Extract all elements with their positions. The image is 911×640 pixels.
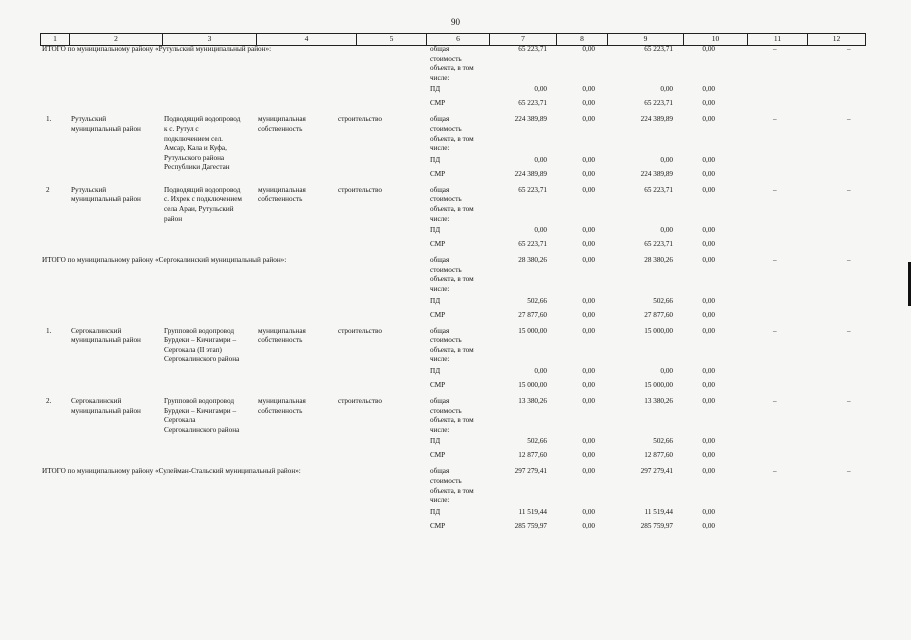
value-col7: 297 279,41	[514, 467, 547, 476]
cost-type: СМР	[430, 451, 446, 460]
district-name: Рутульский	[71, 185, 107, 194]
value-col8: 0,00	[582, 397, 595, 405]
cost-type: ПД	[430, 85, 441, 94]
value-col10: 0,00	[702, 155, 715, 164]
value-col9: 13 380,26	[644, 397, 673, 405]
header-cell-1: 1	[41, 34, 70, 45]
total-label: ИТОГО по муниципальному району «Рутульский муниципальный район»:	[42, 45, 272, 53]
value-col8: 0,00	[582, 326, 595, 335]
value-col7: 65 223,71	[518, 45, 547, 53]
value-col12: –	[847, 397, 851, 405]
value-col9: 502,66	[653, 296, 673, 305]
cost-type: стоимость	[430, 54, 462, 63]
cost-type: числе:	[430, 285, 450, 293]
page-number: 90	[451, 17, 460, 27]
value-col10: 0,00	[702, 437, 715, 446]
value-col12: –	[847, 115, 851, 124]
value-col8: 0,00	[582, 507, 595, 516]
district-name: Рутульский	[71, 115, 107, 124]
cost-type: числе:	[430, 496, 450, 505]
value-col9: 224 389,89	[640, 169, 673, 178]
value-col8: 0,00	[582, 256, 595, 265]
ownership: собственность	[258, 125, 303, 133]
value-col10: 0,00	[702, 451, 715, 460]
object-name: Подводящий водопровод	[164, 185, 241, 194]
cost-type: стоимость	[430, 477, 462, 485]
header-cell-7: 7	[490, 34, 557, 45]
cost-type: числе:	[430, 425, 450, 434]
district-name: Сергокалинский	[71, 326, 122, 335]
value-col8: 0,00	[582, 185, 595, 194]
value-col11: –	[773, 326, 777, 335]
value-col12: –	[847, 185, 851, 194]
value-col10: 0,00	[702, 296, 715, 305]
ownership: муниципальная	[258, 115, 306, 124]
value-col8: 0,00	[582, 310, 595, 319]
value-col7: 65 223,71	[518, 185, 547, 194]
value-col8: 0,00	[582, 521, 595, 530]
value-col10: 0,00	[702, 85, 715, 94]
value-col9: 65 223,71	[644, 185, 673, 194]
value-col12: –	[847, 256, 851, 265]
value-col8: 0,00	[582, 367, 595, 375]
cost-type: объекта, в том	[430, 64, 474, 73]
object-name: Бурдеки – Кичигамри –	[164, 406, 237, 415]
value-col10: 0,00	[702, 169, 715, 178]
value-col10: 0,00	[702, 240, 715, 249]
cost-type: СМР	[430, 99, 446, 108]
cost-type: стоимость	[430, 125, 462, 133]
value-col11: –	[773, 467, 777, 476]
value-col9: 0,00	[660, 155, 673, 164]
value-col9: 65 223,71	[644, 240, 673, 249]
value-col7: 28 380,26	[518, 256, 547, 265]
value-col8: 0,00	[582, 169, 595, 178]
value-col7: 502,66	[527, 296, 547, 305]
header-cell-4: 4	[257, 34, 357, 45]
value-col7: 11 519,44	[518, 507, 547, 516]
value-col9: 0,00	[660, 226, 673, 235]
object-name: Амсар, Кала и Куфа,	[164, 144, 227, 153]
object-name: Сергокалинского района	[164, 425, 240, 434]
cost-type: СМР	[430, 240, 446, 249]
cost-type: общая	[430, 467, 450, 476]
value-col7: 224 389,89	[514, 115, 547, 124]
cost-type: стоимость	[430, 406, 462, 415]
work-type: строительство	[338, 397, 382, 405]
total-label: ИТОГО по муниципальному району «Сергокалинский муниципальный район»:	[42, 256, 287, 265]
value-col10: 0,00	[702, 115, 715, 124]
value-col10: 0,00	[702, 45, 715, 53]
work-type: строительство	[338, 115, 382, 124]
value-col7: 13 380,26	[518, 397, 547, 405]
cost-type: объекта, в том	[430, 134, 474, 143]
object-name: Сергокала (II этап)	[164, 345, 222, 354]
ownership: собственность	[258, 336, 303, 345]
value-col8: 0,00	[582, 437, 595, 446]
value-col8: 0,00	[582, 85, 595, 94]
value-col10: 0,00	[702, 310, 715, 319]
value-col9: 0,00	[660, 367, 673, 375]
value-col7: 224 389,89	[514, 169, 547, 178]
value-col10: 0,00	[702, 367, 715, 375]
cost-type: ПД	[430, 226, 441, 235]
object-name: Подводящий водопровод	[164, 115, 241, 124]
cost-type: числе:	[430, 144, 450, 153]
value-col12: –	[847, 45, 851, 53]
value-col9: 0,00	[660, 85, 673, 94]
row-number: 1.	[46, 326, 52, 335]
object-name: район	[164, 214, 183, 223]
district-name: муниципальный район	[71, 195, 141, 204]
value-col8: 0,00	[582, 240, 595, 249]
value-col10: 0,00	[702, 467, 715, 476]
cost-type: стоимость	[430, 195, 462, 204]
row-number: 2.	[46, 397, 52, 405]
object-name: Сергокалинского района	[164, 355, 240, 364]
cost-type: ПД	[430, 507, 441, 516]
district-name: муниципальный район	[71, 336, 141, 345]
header-cell-12: 12	[808, 34, 866, 45]
value-col8: 0,00	[582, 226, 595, 235]
cost-type: ПД	[430, 437, 441, 446]
cost-type: общая	[430, 45, 450, 53]
value-col11: –	[773, 397, 777, 405]
value-col7: 15 000,00	[518, 381, 547, 389]
value-col10: 0,00	[702, 99, 715, 108]
value-col9: 65 223,71	[644, 99, 673, 108]
value-col8: 0,00	[582, 451, 595, 460]
object-name: к с. Рутул с	[164, 125, 199, 133]
header-cell-9: 9	[608, 34, 684, 45]
ownership: собственность	[258, 195, 303, 204]
value-col11: –	[773, 185, 777, 194]
cost-type: общая	[430, 115, 450, 124]
header-cell-8: 8	[557, 34, 608, 45]
value-col7: 0,00	[534, 367, 547, 375]
value-col8: 0,00	[582, 381, 595, 389]
cost-type: общая	[430, 397, 450, 405]
value-col7: 502,66	[527, 437, 547, 446]
ownership: муниципальная	[258, 326, 306, 335]
value-col9: 285 759,97	[640, 521, 673, 530]
value-col9: 15 000,00	[644, 381, 673, 389]
cost-type: общая	[430, 256, 450, 265]
cost-type: числе:	[430, 73, 450, 82]
cost-type: ПД	[430, 155, 441, 164]
district-name: муниципальный район	[71, 406, 141, 415]
row-number: 2	[46, 185, 50, 194]
value-col10: 0,00	[702, 226, 715, 235]
cost-type: общая	[430, 185, 450, 194]
value-col7: 285 759,97	[514, 521, 547, 530]
header-cell-3: 3	[163, 34, 257, 45]
cost-type: СМР	[430, 521, 446, 530]
value-col7: 12 877,60	[518, 451, 547, 460]
object-name: Рутульского района	[164, 153, 225, 162]
cost-type: СМР	[430, 381, 446, 389]
value-col8: 0,00	[582, 155, 595, 164]
header-cell-2: 2	[70, 34, 163, 45]
object-name: подключением сел.	[164, 134, 223, 143]
value-col12: –	[847, 326, 851, 335]
value-col8: 0,00	[582, 115, 595, 124]
object-name: Бурдеки – Кичигамри –	[164, 336, 237, 345]
header-cell-11: 11	[748, 34, 808, 45]
object-name: села Араи, Рутульский	[164, 205, 234, 213]
ownership: муниципальная	[258, 397, 306, 405]
value-col9: 224 389,89	[640, 115, 673, 124]
cost-type: объекта, в том	[430, 345, 474, 354]
value-col8: 0,00	[582, 467, 595, 476]
row-number: 1.	[46, 115, 52, 124]
value-col7: 65 223,71	[518, 240, 547, 249]
ownership: муниципальная	[258, 185, 306, 194]
value-col9: 297 279,41	[640, 467, 673, 476]
header-cell-5: 5	[357, 34, 427, 45]
cost-type: объекта, в том	[430, 486, 474, 495]
value-col7: 15 000,00	[518, 326, 547, 335]
value-col7: 0,00	[534, 226, 547, 235]
value-col11: –	[773, 45, 777, 53]
value-col9: 12 877,60	[644, 451, 673, 460]
object-name: Групповой водопровод	[164, 326, 235, 335]
total-label: ИТОГО по муниципальному району «Сулейман-Стальский муниципальный район»:	[42, 467, 301, 476]
value-col10: 0,00	[702, 521, 715, 530]
value-col7: 65 223,71	[518, 99, 547, 108]
cost-type: ПД	[430, 296, 441, 305]
object-name: Республики Дагестан	[164, 163, 230, 172]
district-name: муниципальный район	[71, 125, 141, 133]
value-col9: 27 877,60	[644, 310, 673, 319]
value-col8: 0,00	[582, 296, 595, 305]
cost-type: ПД	[430, 367, 441, 375]
value-col9: 28 380,26	[644, 256, 673, 265]
work-type: строительство	[338, 326, 382, 335]
value-col10: 0,00	[702, 326, 715, 335]
value-col10: 0,00	[702, 507, 715, 516]
header-cell-6: 6	[427, 34, 490, 45]
object-name: Групповой водопровод	[164, 397, 235, 405]
cost-type: стоимость	[430, 265, 462, 274]
cost-type: СМР	[430, 310, 446, 319]
value-col9: 502,66	[653, 437, 673, 446]
cost-type: числе:	[430, 214, 450, 223]
object-name: Сергокала	[164, 416, 196, 425]
value-col9: 11 519,44	[644, 507, 673, 516]
value-col12: –	[847, 467, 851, 476]
value-col7: 27 877,60	[518, 310, 547, 319]
ownership: собственность	[258, 406, 303, 415]
value-col7: 0,00	[534, 155, 547, 164]
value-col11: –	[773, 115, 777, 124]
district-name: Сергокалинский	[71, 397, 122, 405]
value-col10: 0,00	[702, 397, 715, 405]
cost-type: объекта, в том	[430, 205, 474, 213]
cost-type: СМР	[430, 169, 446, 178]
value-col11: –	[773, 256, 777, 265]
cost-type: стоимость	[430, 336, 462, 345]
header-cell-10: 10	[684, 34, 748, 45]
value-col10: 0,00	[702, 381, 715, 389]
cost-type: объекта, в том	[430, 275, 474, 284]
value-col9: 65 223,71	[644, 45, 673, 53]
value-col8: 0,00	[582, 45, 595, 53]
cost-type: общая	[430, 326, 450, 335]
cost-type: объекта, в том	[430, 416, 474, 425]
value-col10: 0,00	[702, 256, 715, 265]
value-col9: 15 000,00	[644, 326, 673, 335]
value-col10: 0,00	[702, 185, 715, 194]
value-col7: 0,00	[534, 85, 547, 94]
work-type: строительство	[338, 185, 382, 194]
cost-type: числе:	[430, 355, 450, 364]
object-name: с. Ихрек с подключением	[164, 195, 242, 204]
value-col8: 0,00	[582, 99, 595, 108]
